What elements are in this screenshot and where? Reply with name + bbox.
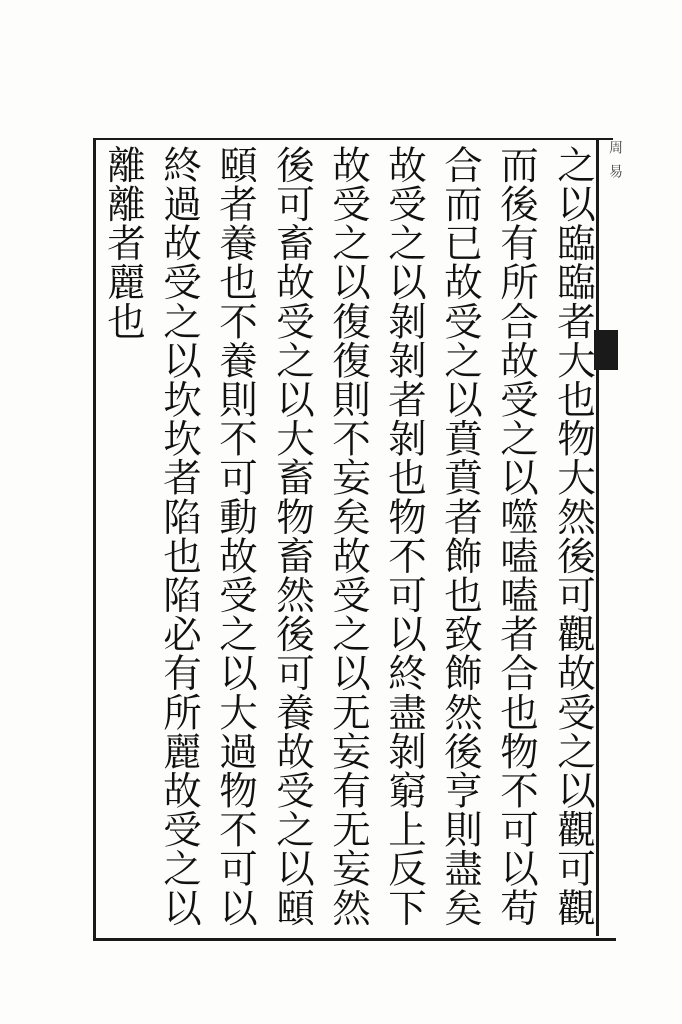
text-column-4: 故受之以剝剝者剝也物不可以終盡剝窮上反下 [382, 145, 427, 927]
text-column-5: 故受之以復復則不妄矣故受之以无妄有无妄然 [326, 145, 371, 927]
text-column-8: 終過故受之以坎坎者陷也陷必有所麗故受之以 [157, 145, 202, 927]
frame-top-rule [93, 138, 613, 140]
text-column-1: 之以臨臨者大也物大然後可觀故受之以觀可觀 [551, 145, 596, 927]
text-column-7: 頤者養也不養則不可動故受之以大過物不可以 [213, 145, 258, 927]
margin-label: 周易 [607, 140, 623, 188]
text-column-6: 後可畜故受之以大畜物畜然後可養故受之以頤 [270, 145, 315, 927]
text-column-3: 合而已故受之以賁賁者飾也致飾然後亨則盡矣 [438, 145, 483, 927]
text-column-2: 而後有所合故受之以噬嗑嗑者合也物不可以苟 [494, 145, 539, 927]
text-column-9: 離離者麗也 [101, 145, 146, 341]
